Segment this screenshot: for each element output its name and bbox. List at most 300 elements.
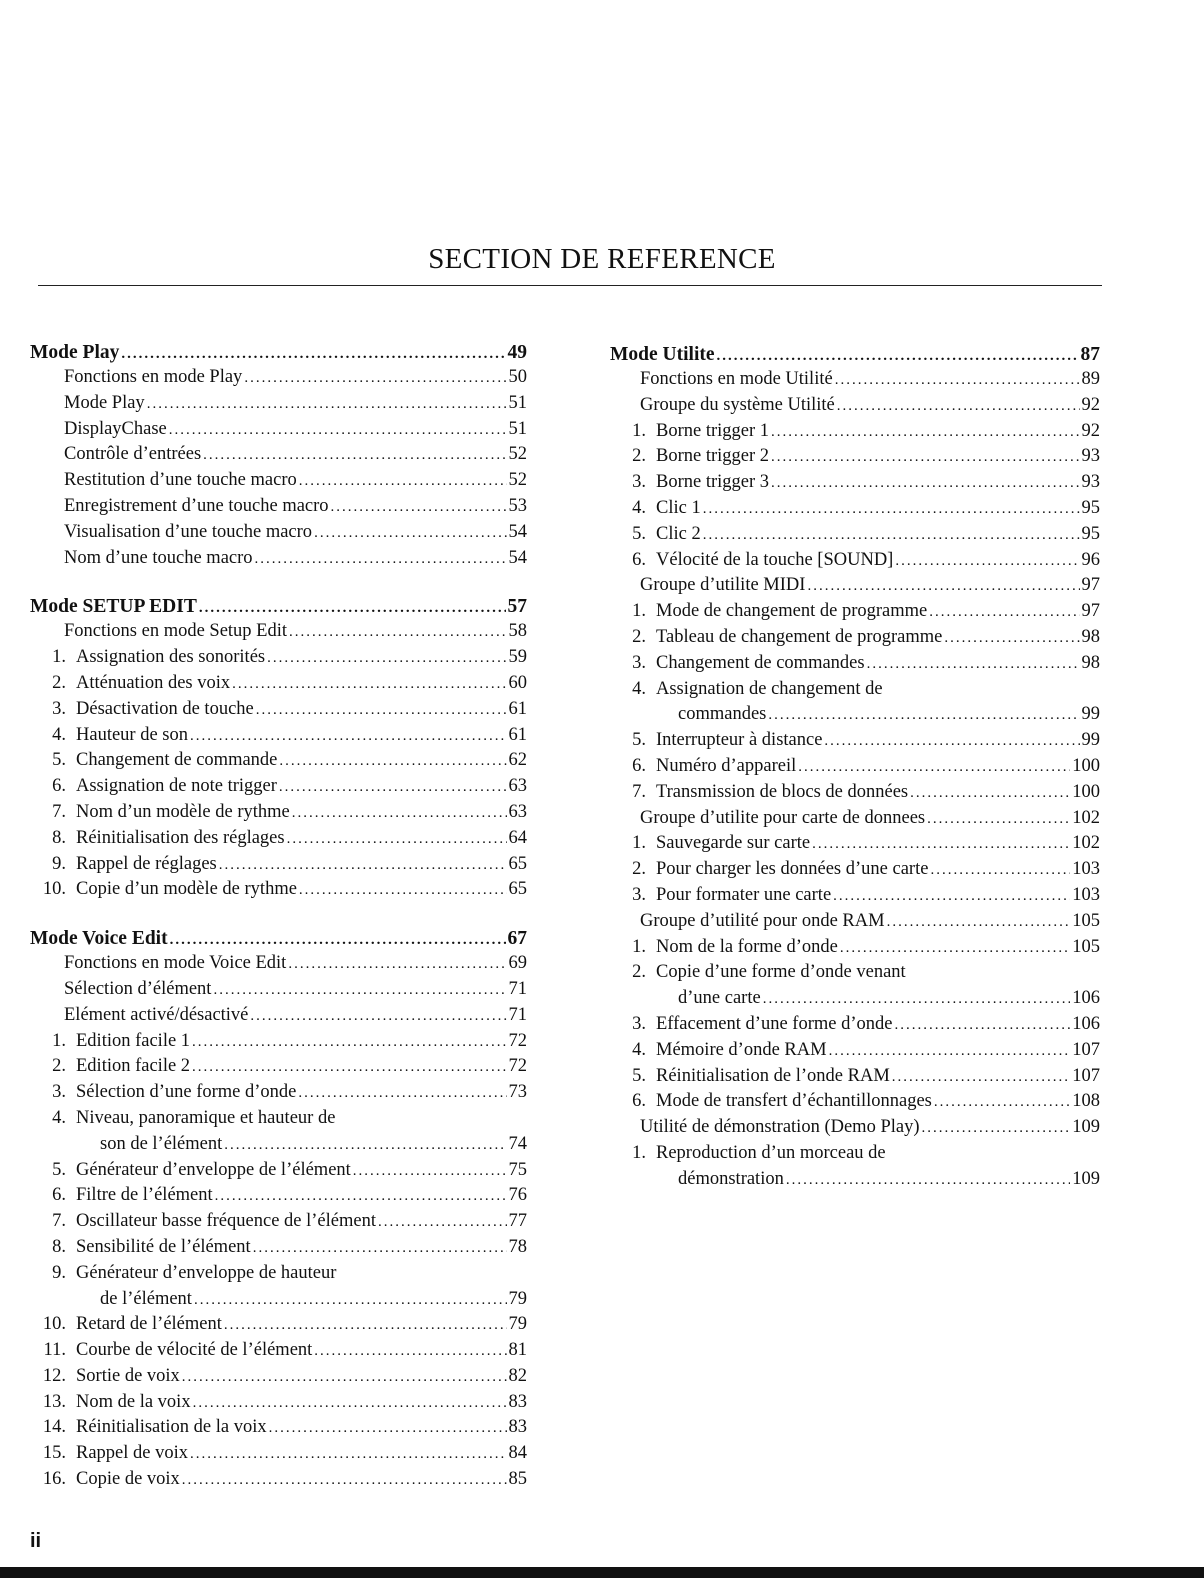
toc-entry[interactable] (610, 496, 1100, 522)
toc-page-number: 97 (1081, 575, 1100, 596)
toc-entry[interactable] (30, 1054, 527, 1080)
toc-page-number: 61 (508, 724, 527, 745)
toc-page-number: 99 (1081, 730, 1100, 751)
toc-entry[interactable] (30, 1080, 527, 1106)
toc-entry-label: Clic 2 (656, 523, 701, 544)
toc-entry-label: Sortie de voix (76, 1365, 180, 1386)
toc-entry-label: Mode Play (64, 392, 145, 413)
toc-page-number: 78 (508, 1236, 527, 1257)
dot-leader (703, 497, 1080, 523)
dot-leader (192, 1030, 506, 1056)
toc-entry-label: Fonctions en mode Setup Edit (64, 621, 288, 642)
toc-entry[interactable] (610, 986, 1100, 1012)
toc-entry-number: 1. (632, 601, 646, 622)
dot-leader (169, 418, 507, 444)
toc-entry[interactable] (30, 1467, 527, 1493)
toc-left-column (30, 341, 527, 1493)
toc-entry-label: Filtre de l’élément (76, 1185, 213, 1206)
toc-entry-label: Mode de changement de programme (656, 601, 928, 622)
dot-leader (929, 600, 1079, 626)
toc-page-number: 52 (508, 470, 527, 491)
toc-entry[interactable] (30, 1390, 527, 1416)
toc-entry[interactable] (610, 935, 1100, 961)
toc-entry[interactable] (610, 1167, 1100, 1193)
dot-leader (314, 521, 506, 547)
toc-entry-number: 11. (43, 1340, 66, 1361)
toc-entry-label: Borne trigger 1 (656, 420, 770, 441)
toc-entry[interactable] (610, 1089, 1100, 1115)
toc-entry-number: 1. (632, 1142, 646, 1163)
toc-entry[interactable] (30, 442, 527, 468)
toc-entry[interactable] (30, 494, 527, 520)
dot-leader (299, 469, 507, 495)
toc-page-number: 76 (508, 1185, 527, 1206)
dot-leader (193, 1391, 507, 1417)
toc-entry[interactable] (30, 365, 527, 391)
dot-leader (829, 1039, 1071, 1065)
toc-entry-label: Rappel de réglages (76, 853, 217, 874)
title-rule (38, 285, 1102, 286)
dot-leader (287, 827, 507, 853)
toc-entry-label: Utilité de démonstration (Demo Play) (640, 1117, 920, 1138)
toc-entry-number: 1. (52, 1030, 66, 1051)
toc-page-number: 63 (508, 801, 527, 822)
dot-leader (833, 884, 1070, 910)
toc-entry-label: Pour charger les données d’une carte (656, 859, 929, 880)
dot-leader (824, 729, 1079, 755)
toc-entry-number: 8. (52, 827, 66, 848)
toc-entry-label: DisplayChase (64, 418, 167, 439)
toc-entry[interactable] (30, 1261, 527, 1287)
toc-page-number: 106 (1072, 988, 1100, 1009)
toc-entry[interactable] (610, 806, 1100, 832)
toc-entry[interactable] (610, 831, 1100, 857)
toc-page-number: 79 (508, 1314, 527, 1335)
toc-entry-label: Assignation des sonorités (76, 647, 266, 668)
toc-page-number: 58 (508, 621, 527, 642)
toc-entry-label: Borne trigger 2 (656, 446, 770, 467)
toc-page-number: 92 (1081, 420, 1100, 441)
toc-page-number: 71 (508, 978, 527, 999)
toc-entry-label: Groupe d’utilite MIDI (640, 575, 806, 596)
toc-entry-number: 5. (52, 750, 66, 771)
dot-leader (768, 703, 1079, 729)
dot-leader (253, 1236, 507, 1262)
toc-entry[interactable] (610, 883, 1100, 909)
toc-entry[interactable] (30, 800, 527, 826)
dot-leader (703, 523, 1080, 549)
toc-entry[interactable] (610, 960, 1100, 986)
toc-entry-number: 16. (42, 1469, 66, 1490)
toc-entry[interactable] (30, 1209, 527, 1235)
toc-entry-label: Désactivation de touche (76, 698, 254, 719)
scan-edge-bar (0, 1567, 1204, 1578)
toc-entry-label: d’une carte (678, 988, 761, 1009)
dot-leader (289, 620, 506, 646)
toc-entry-label: Réinitialisation de l’onde RAM (656, 1065, 890, 1086)
toc-entry[interactable] (30, 520, 527, 546)
toc-entry-number: 1. (632, 936, 646, 957)
toc-entry-number: 6. (632, 549, 646, 570)
toc-entry-label: Assignation de changement de (656, 678, 883, 699)
toc-page-number: 109 (1072, 1117, 1100, 1138)
toc-entry-label: Fonctions en mode Play (64, 367, 243, 387)
dot-leader (147, 392, 507, 418)
toc-entry[interactable] (610, 857, 1100, 883)
toc-entry[interactable] (610, 1141, 1100, 1167)
toc-entry-label: Assignation de note trigger (76, 776, 277, 797)
toc-entry-label: Courbe de vélocité de l’élément (76, 1340, 313, 1361)
toc-entry[interactable] (610, 909, 1100, 935)
toc-entry[interactable] (30, 697, 527, 723)
dot-leader (331, 495, 507, 521)
toc-entry[interactable] (30, 1312, 527, 1338)
toc-entry[interactable] (30, 723, 527, 749)
toc-entry-number: 7. (52, 801, 66, 822)
toc-page-number: 107 (1072, 1039, 1100, 1060)
toc-entry-number: 2. (632, 859, 646, 880)
toc-entry-number: 13. (42, 1391, 66, 1412)
dot-leader (170, 928, 506, 952)
toc-page-number: 52 (508, 444, 527, 465)
dot-leader (203, 443, 506, 469)
dot-leader (121, 342, 505, 366)
toc-section-heading[interactable] (30, 927, 527, 951)
toc-page-number: 105 (1072, 936, 1100, 957)
dot-leader (944, 626, 1079, 652)
dot-leader (894, 1013, 1070, 1039)
dot-leader (314, 1339, 506, 1365)
toc-entry-label: Mode Utilite (610, 344, 715, 365)
toc-page-number: 72 (508, 1030, 527, 1051)
page-number: ii (30, 1530, 42, 1552)
dot-leader (930, 858, 1070, 884)
dot-leader (717, 344, 1079, 368)
toc-entry[interactable] (30, 877, 527, 903)
toc-entry-label: Mode de transfert d’échantillonnages (656, 1091, 932, 1112)
toc-entry-label: Nom d’une touche macro (64, 547, 253, 568)
toc-entry[interactable] (610, 367, 1100, 393)
toc-entry-number: 7. (632, 781, 646, 802)
toc-entry-number: 6. (632, 755, 646, 776)
dot-leader (798, 755, 1070, 781)
toc-entry[interactable] (30, 1029, 527, 1055)
toc-entry[interactable] (30, 391, 527, 417)
toc-entry-label: commandes (678, 704, 767, 725)
toc-entry-number: 3. (632, 472, 646, 493)
toc-entry-number: 5. (632, 730, 646, 751)
toc-entry-label: Restitution d’une touche macro (64, 470, 297, 491)
toc-entry-number: 6. (632, 1091, 646, 1112)
toc-page-number: 81 (508, 1340, 527, 1361)
toc-page-number: 85 (508, 1469, 527, 1490)
dot-leader (244, 366, 506, 392)
dot-leader (763, 987, 1071, 1013)
toc-section-heading[interactable] (30, 595, 527, 619)
dot-leader (292, 801, 507, 827)
toc-entry-number: 14. (42, 1417, 66, 1438)
dot-leader (299, 878, 507, 904)
toc-page-number: 64 (508, 827, 527, 848)
dot-leader (215, 1184, 507, 1210)
toc-entry-label: Tableau de changement de programme (656, 626, 943, 647)
dot-leader (867, 652, 1080, 678)
toc-entry[interactable] (30, 1287, 527, 1313)
toc-entry[interactable] (30, 1364, 527, 1390)
dot-leader (182, 1468, 507, 1494)
toc-page-number: 103 (1072, 859, 1100, 880)
toc-entry-label: Sauvegarde sur carte (656, 833, 811, 854)
dot-leader (922, 1116, 1071, 1142)
toc-entry[interactable] (30, 671, 527, 697)
toc-page-number: 50 (508, 367, 527, 387)
toc-page-number: 74 (508, 1133, 527, 1154)
dot-leader (837, 394, 1080, 420)
toc-entry[interactable] (610, 1038, 1100, 1064)
toc-entry-number: 3. (632, 652, 646, 673)
toc-entry[interactable] (30, 951, 527, 977)
toc-entry[interactable] (610, 780, 1100, 806)
dot-leader (190, 1442, 506, 1468)
toc-entry-label: Edition facile 2 (76, 1056, 191, 1077)
toc-entry-number: 4. (632, 1039, 646, 1060)
toc-page-number: 102 (1072, 807, 1100, 828)
dot-leader (353, 1159, 507, 1185)
toc-section-heading[interactable] (610, 343, 1100, 367)
toc-entry[interactable] (30, 1003, 527, 1029)
toc-entry-label: Pour formater une carte (656, 884, 832, 905)
toc-entry-label: démonstration (678, 1168, 784, 1189)
toc-entry[interactable] (610, 1012, 1100, 1038)
toc-page-number: 103 (1072, 884, 1100, 905)
toc-entry[interactable] (30, 774, 527, 800)
toc-entry-number: 9. (52, 1262, 66, 1283)
toc-page-number: 51 (508, 418, 527, 439)
toc-page-number: 60 (508, 672, 527, 693)
toc-entry-number: 2. (52, 1056, 66, 1077)
dot-leader (835, 368, 1080, 394)
toc-entry-label: Groupe du système Utilité (640, 394, 835, 415)
toc-entry[interactable] (610, 599, 1100, 625)
toc-page-number: 73 (508, 1082, 527, 1103)
toc-entry[interactable] (30, 1158, 527, 1184)
toc-entry[interactable] (610, 677, 1100, 703)
dot-leader (892, 1065, 1070, 1091)
dot-leader (934, 1090, 1070, 1116)
toc-entry-label: Clic 1 (656, 497, 701, 518)
toc-entry[interactable] (30, 1415, 527, 1441)
toc-entry-label: Générateur d’enveloppe de hauteur (76, 1262, 337, 1283)
toc-page-number: 93 (1081, 446, 1100, 467)
toc-entry-label: son de l’élément (100, 1133, 223, 1154)
toc-entry[interactable] (30, 977, 527, 1003)
toc-entry[interactable] (30, 619, 527, 645)
toc-entry-label: Changement de commande (76, 750, 278, 771)
toc-entry[interactable] (30, 826, 527, 852)
toc-entry-label: Reproduction d’un morceau de (656, 1142, 886, 1163)
dot-leader (771, 445, 1079, 471)
toc-entry-number: 9. (52, 853, 66, 874)
dot-leader (279, 775, 507, 801)
toc-page-number: 54 (508, 521, 527, 542)
dot-leader (269, 1416, 507, 1442)
toc-entry[interactable] (30, 417, 527, 443)
toc-page-number: 96 (1081, 549, 1100, 570)
toc-entry-label: Mode SETUP EDIT (30, 596, 197, 618)
dot-leader (213, 978, 506, 1004)
toc-entry[interactable] (610, 522, 1100, 548)
toc-entry[interactable] (30, 1183, 527, 1209)
toc-entry[interactable] (30, 1235, 527, 1261)
toc-entry-number: 6. (52, 1185, 66, 1206)
dot-leader (224, 1313, 507, 1339)
dot-leader (378, 1210, 507, 1236)
toc-entry-number: 7. (52, 1211, 66, 1232)
page-title: SECTION DE REFERENCE (428, 243, 776, 275)
dot-leader (298, 1081, 506, 1107)
dot-leader (199, 596, 506, 620)
toc-page-number: 82 (508, 1365, 527, 1386)
toc-entry-number: 12. (42, 1365, 66, 1386)
toc-page-number: 65 (508, 879, 527, 900)
toc-entry[interactable] (30, 748, 527, 774)
toc-entry[interactable] (30, 1132, 527, 1158)
toc-entry[interactable] (610, 1064, 1100, 1090)
toc-entry[interactable] (610, 728, 1100, 754)
dot-leader (255, 547, 507, 573)
toc-entry-label: Contrôle d’entrées (64, 444, 202, 465)
toc-entry-label: Sélection d’une forme d’onde (76, 1082, 297, 1103)
dot-leader (224, 1133, 506, 1159)
toc-entry-number: 5. (632, 1065, 646, 1086)
dot-leader (194, 1288, 507, 1314)
toc-entry-label: Changement de commandes (656, 652, 865, 673)
dot-leader (910, 781, 1070, 807)
toc-page-number: 59 (508, 647, 527, 668)
toc-entry-label: Copie d’un modèle de rythme (76, 879, 297, 900)
toc-entry-number: 5. (632, 523, 646, 544)
dot-leader (279, 749, 506, 775)
dot-leader (771, 420, 1079, 446)
toc-page-number: 61 (508, 698, 527, 719)
toc-page-number: 65 (508, 853, 527, 874)
toc-entry[interactable] (610, 419, 1100, 445)
toc-entry-label: Visualisation d’une touche macro (64, 521, 313, 542)
toc-right-column (610, 343, 1100, 1193)
toc-entry[interactable] (610, 651, 1100, 677)
dot-leader (190, 724, 507, 750)
toc-entry[interactable] (610, 470, 1100, 496)
toc-entry[interactable] (610, 444, 1100, 470)
toc-page-number: 100 (1072, 755, 1100, 776)
toc-page-number: 99 (1081, 704, 1100, 725)
toc-entry-number: 2. (632, 962, 646, 983)
toc-entry[interactable] (30, 645, 527, 671)
toc-entry-label: Niveau, panoramique et hauteur de (76, 1107, 336, 1128)
toc-entry-number: 2. (632, 626, 646, 647)
toc-entry-label: Réinitialisation des réglages (76, 827, 285, 848)
toc-entry-label: Edition facile 1 (76, 1030, 191, 1051)
toc-entry-label: Elément activé/désactivé (64, 1004, 249, 1025)
toc-entry-label: Transmission de blocs de données (656, 781, 909, 802)
toc-entry-label: Vélocité de la touche [SOUND] (656, 549, 894, 570)
toc-entry[interactable] (610, 754, 1100, 780)
dot-leader (219, 853, 507, 879)
toc-entry-label: Copie de voix (76, 1469, 180, 1490)
toc-section-heading[interactable] (30, 341, 527, 365)
toc-entry-number: 3. (52, 1082, 66, 1103)
toc-page-number: 49 (507, 342, 527, 363)
toc-page-number: 63 (508, 776, 527, 797)
toc-entry-label: Copie d’une forme d’onde venant (656, 962, 906, 983)
toc-entry-number: 2. (52, 672, 66, 693)
toc-entry[interactable] (30, 468, 527, 494)
toc-entry-number: 10. (42, 1314, 66, 1335)
toc-entry-label: Générateur d’enveloppe de l’élément (76, 1159, 351, 1180)
toc-page-number: 95 (1081, 497, 1100, 518)
toc-entry-number: 1. (632, 833, 646, 854)
toc-page-number: 62 (508, 750, 527, 771)
dot-leader (250, 1004, 506, 1030)
toc-entry-label: Nom de la forme d’onde (656, 936, 838, 957)
toc-entry[interactable] (610, 1115, 1100, 1141)
toc-page-number: 79 (508, 1288, 527, 1309)
toc-entry-number: 3. (632, 884, 646, 905)
toc-entry[interactable] (610, 548, 1100, 574)
toc-entry[interactable] (30, 1441, 527, 1467)
toc-entry-label: Borne trigger 3 (656, 472, 770, 493)
toc-page-number: 71 (508, 1004, 527, 1025)
dot-leader (807, 574, 1079, 600)
toc-page-number: 54 (508, 547, 527, 568)
toc-entry-label: Réinitialisation de la voix (76, 1417, 267, 1438)
toc-entry[interactable] (30, 546, 527, 572)
toc-entry[interactable] (610, 625, 1100, 651)
dot-leader (232, 672, 506, 698)
toc-entry-number: 4. (632, 497, 646, 518)
toc-entry[interactable] (30, 1106, 527, 1132)
toc-entry-number: 3. (52, 698, 66, 719)
toc-page-number: 92 (1081, 394, 1100, 415)
dot-leader (771, 471, 1079, 497)
toc-entry[interactable] (610, 573, 1100, 599)
toc-entry-number: 5. (52, 1159, 66, 1180)
toc-entry-label: Groupe d’utilite pour carte de donnees (640, 807, 926, 828)
toc-entry-number: 4. (52, 1107, 66, 1128)
toc-page-number: 53 (508, 495, 527, 516)
toc-entry-label: Hauteur de son (76, 724, 188, 745)
toc-page-number: 72 (508, 1056, 527, 1077)
dot-leader (192, 1055, 506, 1081)
toc-entry-number: 15. (42, 1443, 66, 1464)
dot-leader (267, 646, 506, 672)
toc-entry-number: 6. (52, 776, 66, 797)
toc-page-number: 97 (1081, 601, 1100, 622)
toc-entry[interactable] (30, 852, 527, 878)
toc-page-number: 95 (1081, 523, 1100, 544)
toc-page-number: 77 (508, 1211, 527, 1232)
dot-leader (288, 952, 506, 978)
toc-entry[interactable] (610, 393, 1100, 419)
toc-page-number: 89 (1081, 369, 1100, 389)
toc-page-number: 98 (1081, 626, 1100, 647)
toc-entry-label: Oscillateur basse fréquence de l’élément (76, 1211, 376, 1232)
dot-leader (182, 1365, 507, 1391)
toc-page-number: 98 (1081, 652, 1100, 673)
toc-entry[interactable] (30, 1338, 527, 1364)
toc-entry[interactable] (610, 702, 1100, 728)
toc-entry-label: Nom d’un modèle de rythme (76, 801, 290, 822)
